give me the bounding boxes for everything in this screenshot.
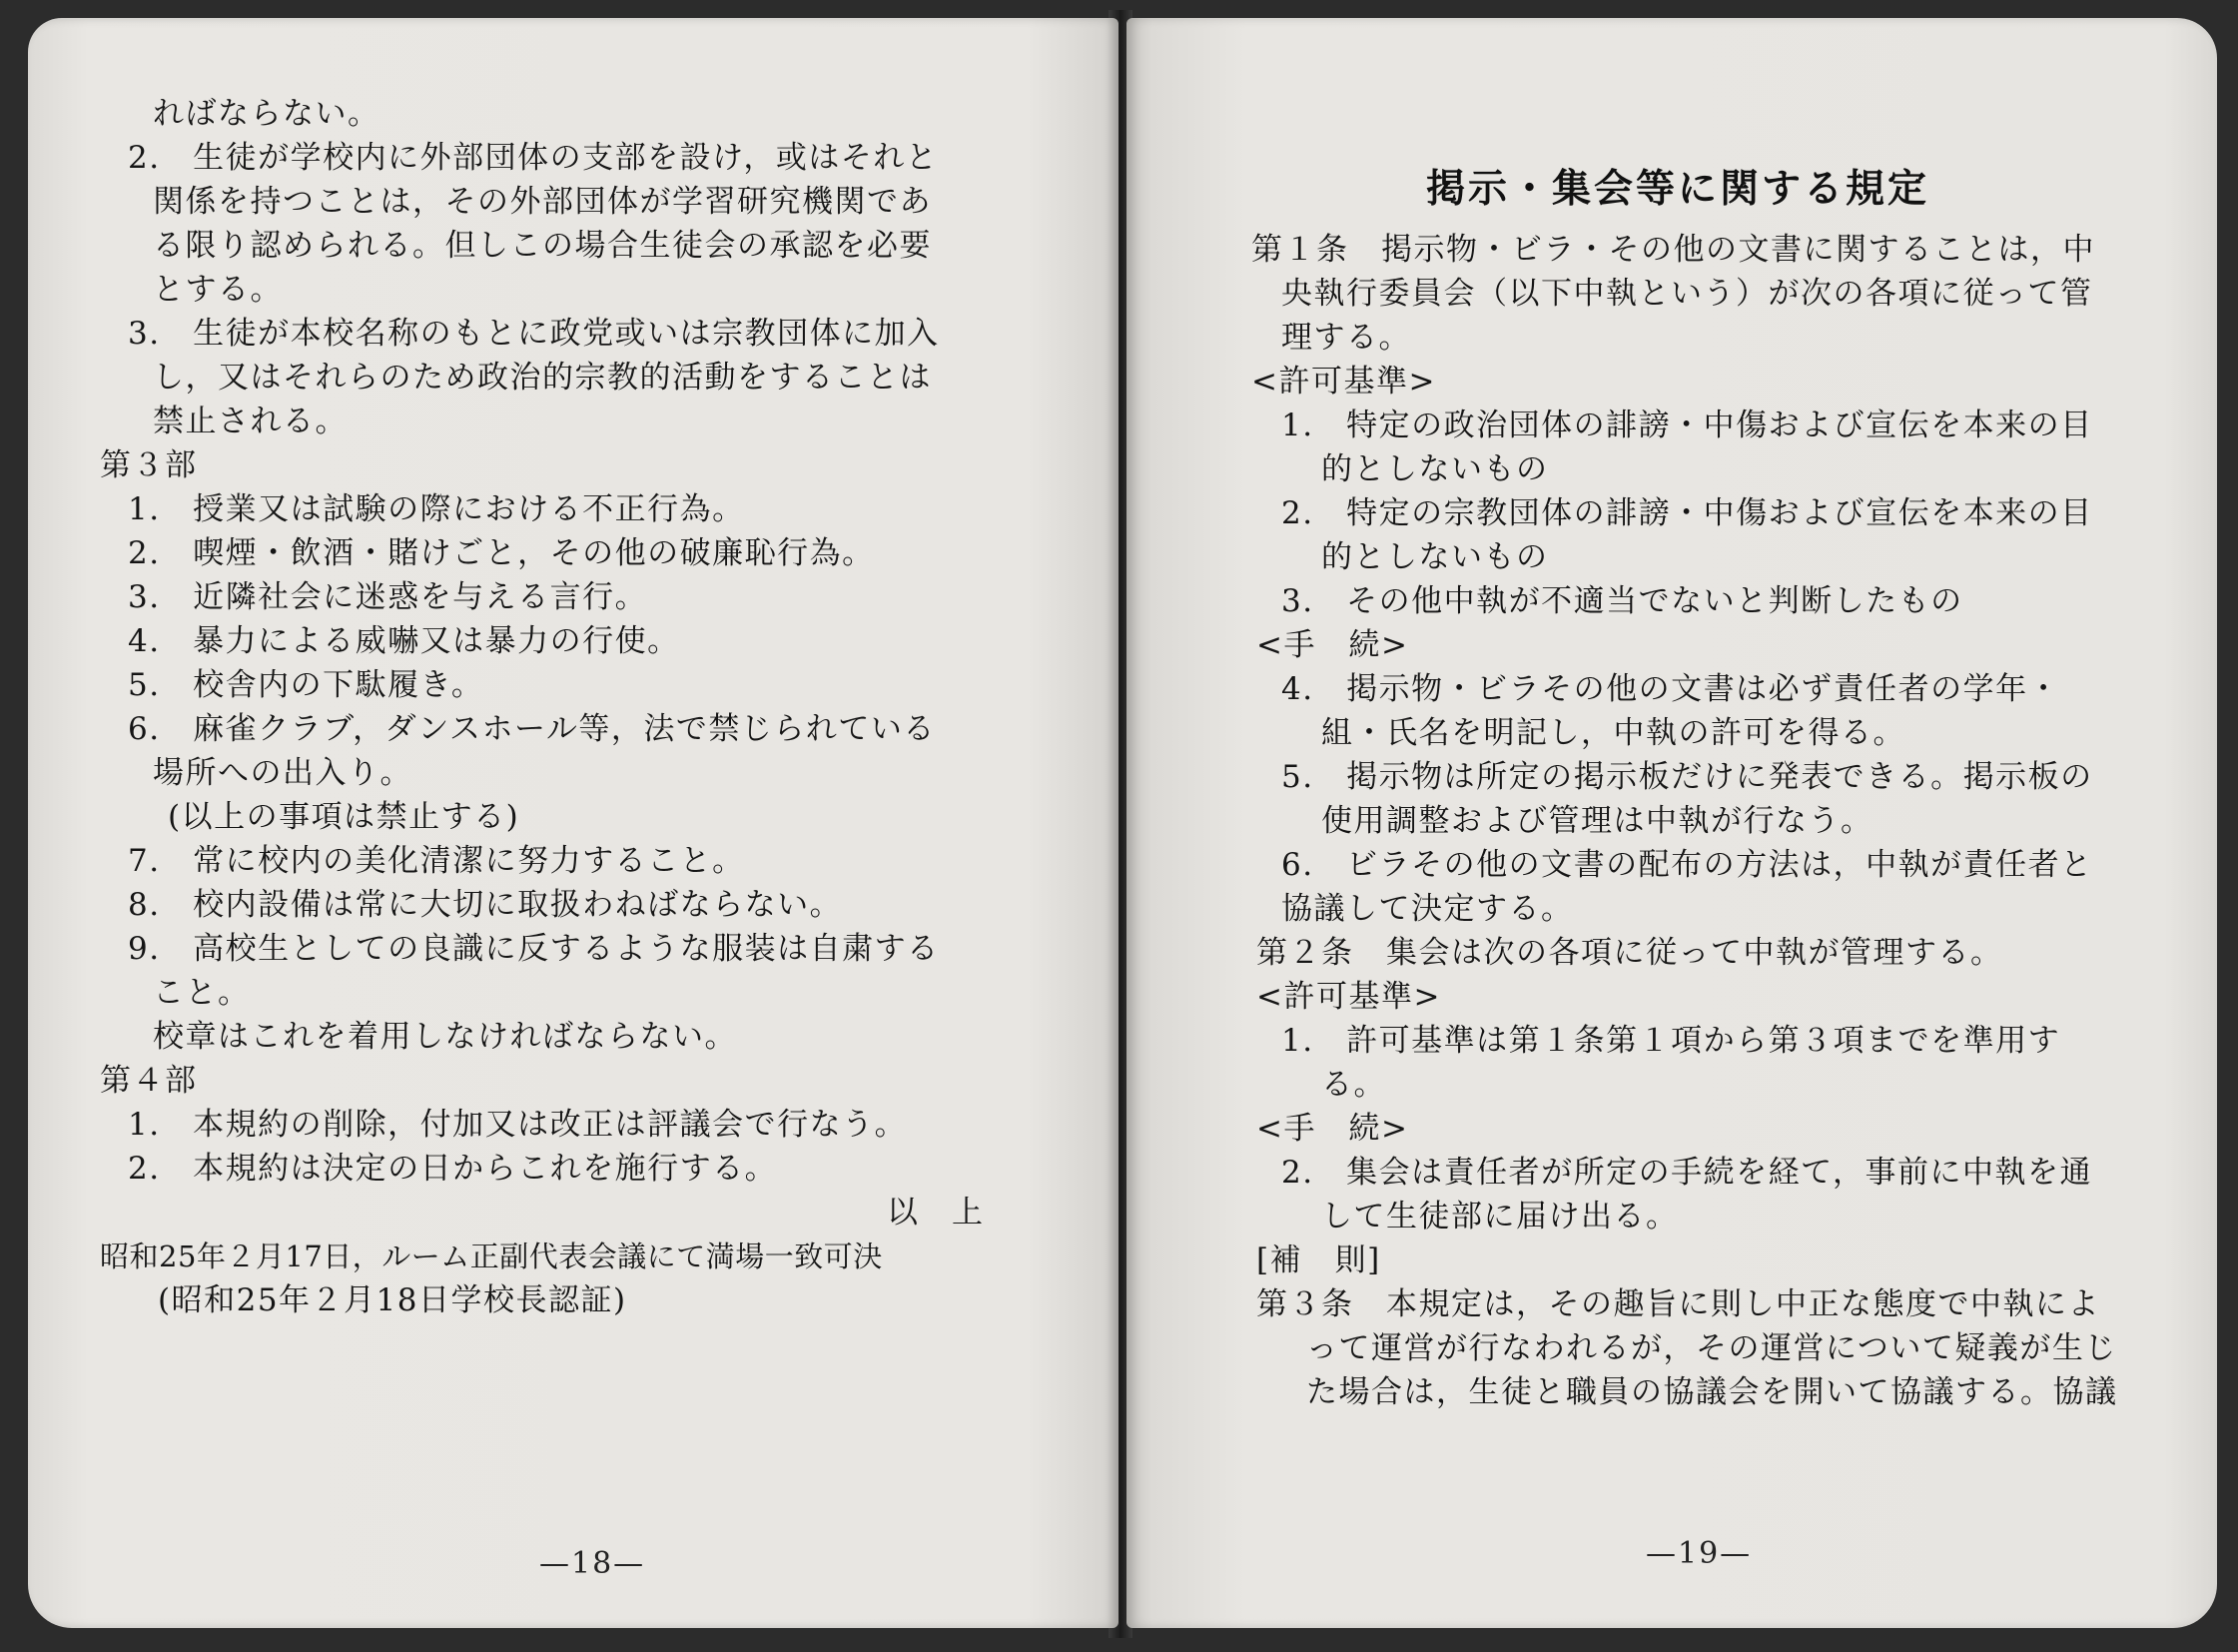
text-line: 6. ビラその他の文書の配布の方法は，中執が責任者と (1281, 847, 2093, 883)
text-line: 5. 掲示物は所定の掲示板だけに発表できる。掲示板の (1281, 759, 2093, 795)
text-line: 2. 集会は責任者が所定の手続を経て，事前に中執を通 (1281, 1155, 2092, 1191)
text-line: とする。 (153, 272, 283, 308)
closing-mark: 以 上 (887, 1195, 985, 1231)
text-line: た場合は，生徒と職員の協議会を開いて協議する。協議 (1306, 1374, 2118, 1410)
text-line: 協議して決定する。 (1281, 891, 1574, 927)
text-line: 関係を持つことは，その外部団体が学習研究機関であ (153, 184, 932, 220)
text-line: 2. 生徒が学校内に外部団体の支部を設け，或はそれと (128, 140, 939, 176)
text-line: 2. 本規約は決定の日からこれを施行する。 (128, 1151, 778, 1187)
text-line: 8. 校内設備は常に大切に取扱わねばならない。 (128, 887, 843, 923)
text-line: 1. 許可基準は第１条第１項から第３項までを準用す (1281, 1023, 2061, 1059)
text-line: 9. 高校生としての良識に反するような服装は自粛する (128, 931, 940, 967)
text-line: 的としないもの (1321, 539, 1549, 575)
section-heading: 第３部 (100, 447, 198, 483)
article-line: 第３条 本規定は，その趣旨に則し中正な態度で中執によ (1256, 1286, 2100, 1322)
subsection-heading: [補 則] (1256, 1242, 1381, 1278)
section-heading: 第４部 (100, 1063, 198, 1099)
text-line: 的としないもの (1321, 451, 1549, 487)
text-line: 4. 掲示物・ビラその他の文書は必ず責任者の学年・ (1281, 671, 2061, 707)
text-line: 3. その他中執が不適当でないと判断したもの (1281, 583, 1963, 619)
text-line: 2. 特定の宗教団体の誹謗・中傷および宣伝を本来の目 (1281, 495, 2093, 531)
text-line: 6. 麻雀クラブ，ダンスホール等，法で禁じられている (128, 711, 936, 747)
text-line: ればならない。 (153, 96, 380, 132)
text-line: 校章はこれを着用しなければならない。 (153, 1019, 737, 1055)
text-line: して生徒部に届け出る。 (1321, 1199, 1679, 1235)
left-page (28, 18, 1119, 1628)
approval-line: (昭和25年２月18日学校長認証) (158, 1282, 627, 1318)
text-line: し，又はそれらのため政治的宗教的活動をすることは (153, 360, 932, 396)
text-line: 4. 暴力による威嚇又は暴力の行使。 (128, 623, 680, 659)
text-line: (以上の事項は禁止する) (168, 799, 520, 835)
subsection-heading: <手 続> (1256, 627, 1409, 663)
text-line: 1. 本規約の削除，付加又は改正は評議会で行なう。 (128, 1107, 908, 1143)
text-line: 1. 特定の政治団体の誹謗・中傷および宣伝を本来の目 (1281, 408, 2093, 443)
text-line: 5. 校舎内の下駄履き。 (128, 667, 484, 703)
text-line: る。 (1321, 1067, 1386, 1103)
text-line: 組・氏名を明記し，中執の許可を得る。 (1321, 715, 1905, 751)
text-line: 央執行委員会（以下中執という）が次の各項に従って管 (1281, 276, 2093, 312)
approval-line: 昭和25年２月17日，ルーム正副代表会議にて満場一致可決 (100, 1239, 883, 1273)
text-line: 3. 生徒が本校名称のもとに政党或いは宗教団体に加入 (128, 316, 940, 352)
page-number: —18— (539, 1546, 646, 1581)
article-line: 第１条 掲示物・ビラ・その他の文書に関することは，中 (1251, 232, 2095, 268)
text-line: 場所への出入り。 (153, 755, 412, 791)
text-line: 7. 常に校内の美化清潔に努力すること。 (128, 843, 745, 879)
text-line: る限り認められる。但しこの場合生徒会の承認を必要 (153, 228, 932, 264)
page-title: 掲示・集会等に関する規定 (1426, 167, 1930, 212)
text-line: って運営が行なわれるが，その運営について疑義が生じ (1306, 1330, 2117, 1366)
subsection-heading: <許可基準> (1256, 979, 1441, 1015)
subsection-heading: <許可基準> (1251, 364, 1436, 400)
text-line: 3. 近隣社会に迷惑を与える言行。 (128, 579, 648, 615)
text-line: 1. 授業又は試験の際における不正行為。 (128, 491, 745, 527)
text-line: 禁止される。 (153, 404, 348, 439)
subsection-heading: <手 続> (1256, 1111, 1409, 1147)
right-page (1126, 18, 2217, 1628)
text-line: こと。 (153, 975, 251, 1011)
text-line: 2. 喫煙・飲酒・賭けごと，その他の破廉恥行為。 (128, 535, 875, 571)
page-number: —19— (1646, 1536, 1753, 1571)
text-line: 理する。 (1281, 320, 1411, 356)
text-line: 使用調整および管理は中執が行なう。 (1321, 803, 1873, 839)
article-line: 第２条 集会は次の各項に従って中執が管理する。 (1256, 935, 2003, 971)
